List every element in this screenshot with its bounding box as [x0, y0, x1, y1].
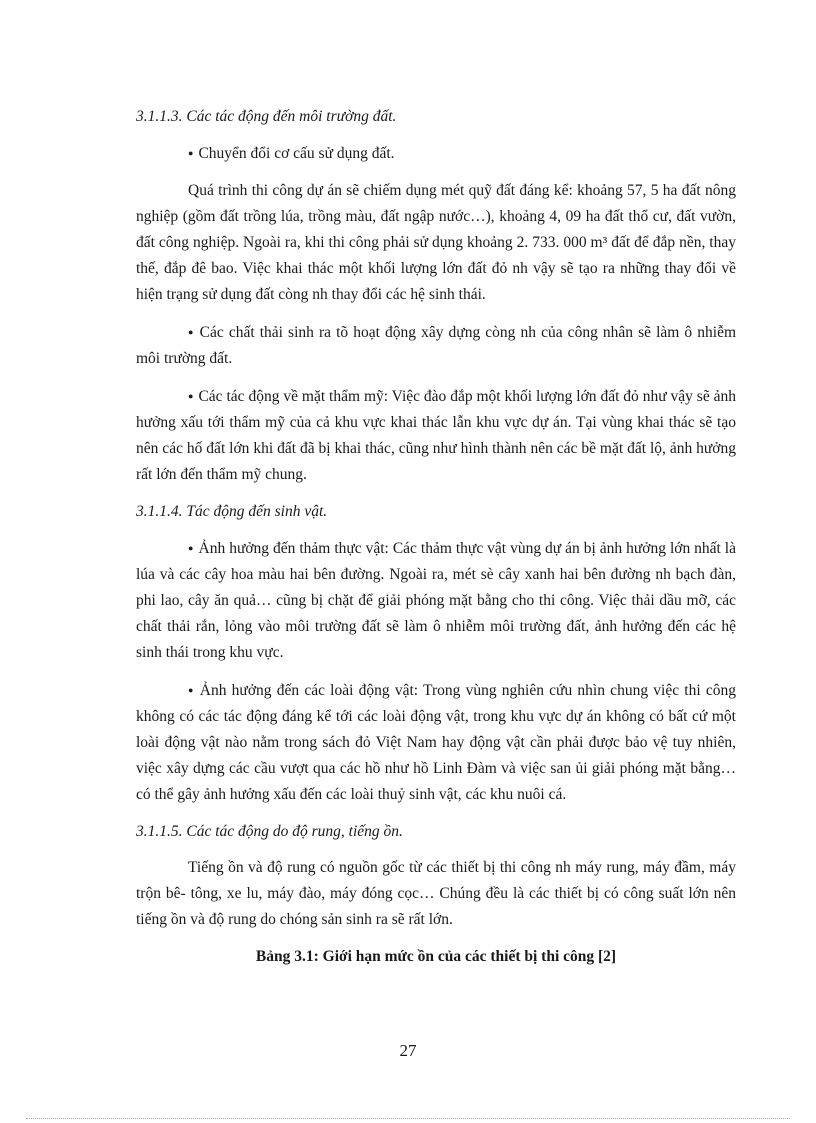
section-heading-3-1-1-3: 3.1.1.3. Các tác động đến môi trường đất.	[136, 108, 397, 125]
bullet-paragraph-land-use: ● Chuyển đổi cơ cấu sử dụng đất.	[136, 140, 736, 167]
bullet-paragraph-aesthetics: ● Các tác động về mặt thẩm mỹ: Việc đào đắp một khối lượng lớn đất đỏ như vậy sẽ ảnh hưởng xấu tới thẩm mỹ của cả khu vực khai thác lẫn khu vực dự án. Tại vùng khai thác sẽ tạo nên các hố đất lớn khi đất đã bị khai thác, cũng như hình thành nên các bề mặt đất lộ, ảnh hưởng rất lớn đến thẩm mỹ chung.	[136, 383, 736, 488]
section-heading-3-1-1-4: 3.1.1.4. Tác động đến sinh vật.	[136, 503, 328, 520]
section-heading-3-1-1-5: 3.1.1.5. Các tác động do độ rung, tiếng ồn.	[136, 823, 403, 840]
table-caption: Bảng 3.1: Giới hạn mức ồn của các thiết bị thi công [2]	[255, 948, 617, 965]
paragraph-construction-land: Quá trình thi công dự án sẽ chiếm dụng mét quỹ đất đáng kể: khoảng 57, 5 ha đất nông nghiệp (gồm đất trồng lúa, trồng màu, đất ngập nước…), khoảng 4, 09 ha đất thổ cư, đất vườn, đất công nghiệp. Ngoài ra, khi thi công phải sử dụng khoảng 2. 733. 000 m³ đất để đắp nền, thay thế, đắp đê bao. Việc khai thác một khối lượng lớn đất đỏ nh vậy sẽ tạo ra những thay đổi về hiện trạng sử dụng đất còng nh thay đổi các hệ sinh thái.	[136, 182, 736, 303]
document-page	[136, 96, 736, 970]
page-bottom-divider	[26, 1118, 790, 1119]
bullet-paragraph-waste: ● Các chất thải sinh ra tõ hoạt động xây dựng còng nh của công nhân sẽ làm ô nhiễm môi trường đất.	[136, 319, 736, 372]
page-number: 27	[399, 1041, 417, 1060]
paragraph-noise-vibration: Tiếng ồn và độ rung có nguồn gốc từ các thiết bị thi công nh máy rung, máy đầm, máy trộn bê- tông, xe lu, máy đào, máy đóng cọc… Chúng đều là các thiết bị có công suất lớn nên tiếng ồn và độ rung do chóng sản sinh ra sẽ rất lớn.	[136, 859, 736, 928]
bullet-paragraph-vegetation: ● Ảnh hưởng đến thảm thực vật: Các thảm thực vật vùng dự án bị ảnh hưởng lớn nhất là lúa và các cây hoa màu hai bên đường. Ngoài ra, mét sè cây xanh hai bên đường nh bạch đàn, phi lao, cây ăn quả… cũng bị chặt để giải phóng mặt bằng cho thi công. Việc thải dầu mỡ, các chất thải rắn, lỏng vào môi trường đất sẽ làm ô nhiễm môi trường đất, ảnh hưởng đến các hệ sinh thái trong khu vực.	[136, 535, 736, 666]
bullet-paragraph-animals: ● Ảnh hưởng đến các loài động vật: Trong vùng nghiên cứu nhìn chung việc thi công không có các tác động đáng kể tới các loài động vật, trong khu vực dự án không có bất cứ một loài động vật nào nằm trong sách đỏ Việt Nam hay động vật cần phải được bảo vệ tuy nhiên, việc xây dựng các cầu vượt qua các hồ như hồ Linh Đàm và việc san ủi giải phóng mặt bằng… có thể gây ảnh hưởng xấu đến các loài thuỷ sinh vật, các khu nuôi cá.	[136, 677, 736, 808]
